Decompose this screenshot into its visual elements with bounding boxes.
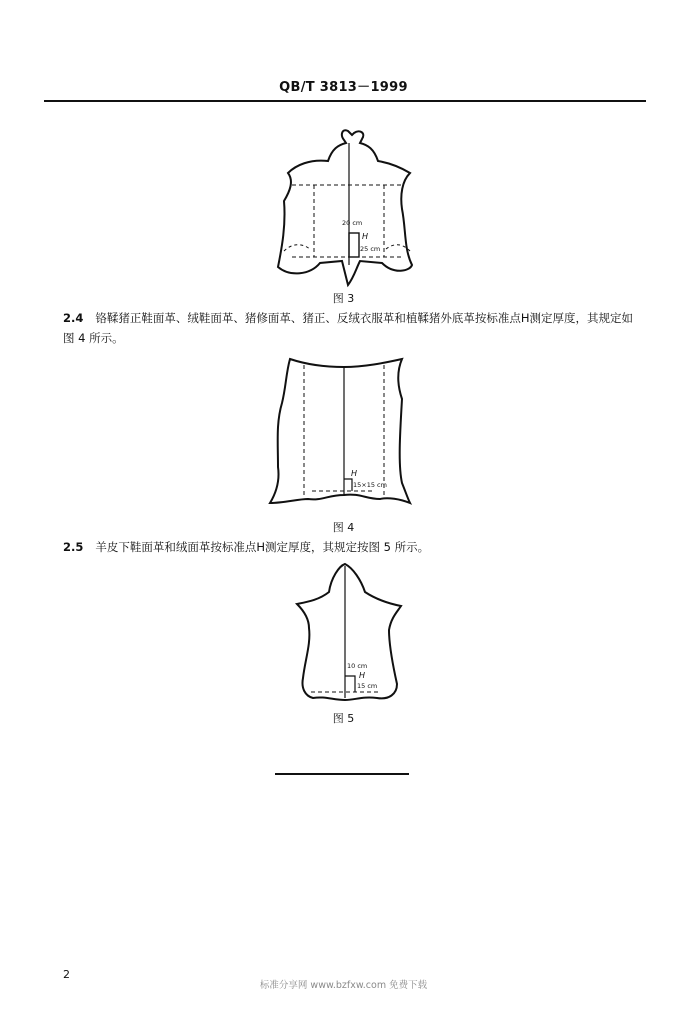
section-2-5-paragraph (63, 537, 641, 557)
figure-4-pigskin-outline (268, 353, 414, 513)
figure-3-left-leg-dashed (284, 245, 310, 251)
figure-3-label-point: H (362, 232, 369, 241)
figure-3-label-side: 25 cm (360, 245, 381, 253)
figure-4-label-distance: 15×15 cm (353, 481, 387, 489)
figure-4-label-point: H (351, 469, 358, 478)
figure-4-measurement-bracket (344, 479, 352, 491)
figure-5-measurement-bracket (345, 676, 355, 692)
end-of-document-rule (275, 773, 409, 775)
figure-5-caption: 图 5 (332, 712, 355, 725)
section-2-4-number: 2.4 (63, 311, 84, 325)
figure-3-caption: 图 3 (332, 292, 355, 305)
document-code-header: QB/T 3813－1999 (279, 80, 408, 95)
footer-watermark: 标准分享网 www.bzfxw.com 免费下载 (259, 980, 428, 991)
figure-3-measurement-box (349, 233, 359, 257)
section-2-5-number: 2.5 (63, 540, 84, 554)
page-number: 2 (63, 968, 70, 981)
figure-4-caption: 图 4 (332, 521, 355, 534)
figure-5-label-point: H (359, 671, 366, 680)
figure-3-pigskin-outline (270, 125, 420, 285)
figure-3-hide-outline (278, 130, 412, 285)
section-2-4-text: 铬鞣猪正鞋面革、绒鞋面革、猪修面革、猪正、反绒衣服革和植鞣猪外底革按标准点H测定厚度，其规定如图 4 所示。 (63, 311, 634, 345)
section-2-4-paragraph (63, 308, 641, 348)
header-rule (44, 100, 646, 102)
figure-4-hide-outline (270, 359, 410, 503)
figure-5-sheepskin-outline (293, 560, 403, 710)
figure-5-label-side: 15 cm (357, 682, 378, 690)
figure-5-hide-outline (297, 564, 401, 700)
figure-3-label-top: 20 cm (342, 219, 363, 227)
section-2-5-text: 羊皮下鞋面革和绒面革按标准点H测定厚度，其规定按图 5 所示。 (95, 540, 430, 554)
figure-5-label-top: 10 cm (347, 662, 368, 670)
